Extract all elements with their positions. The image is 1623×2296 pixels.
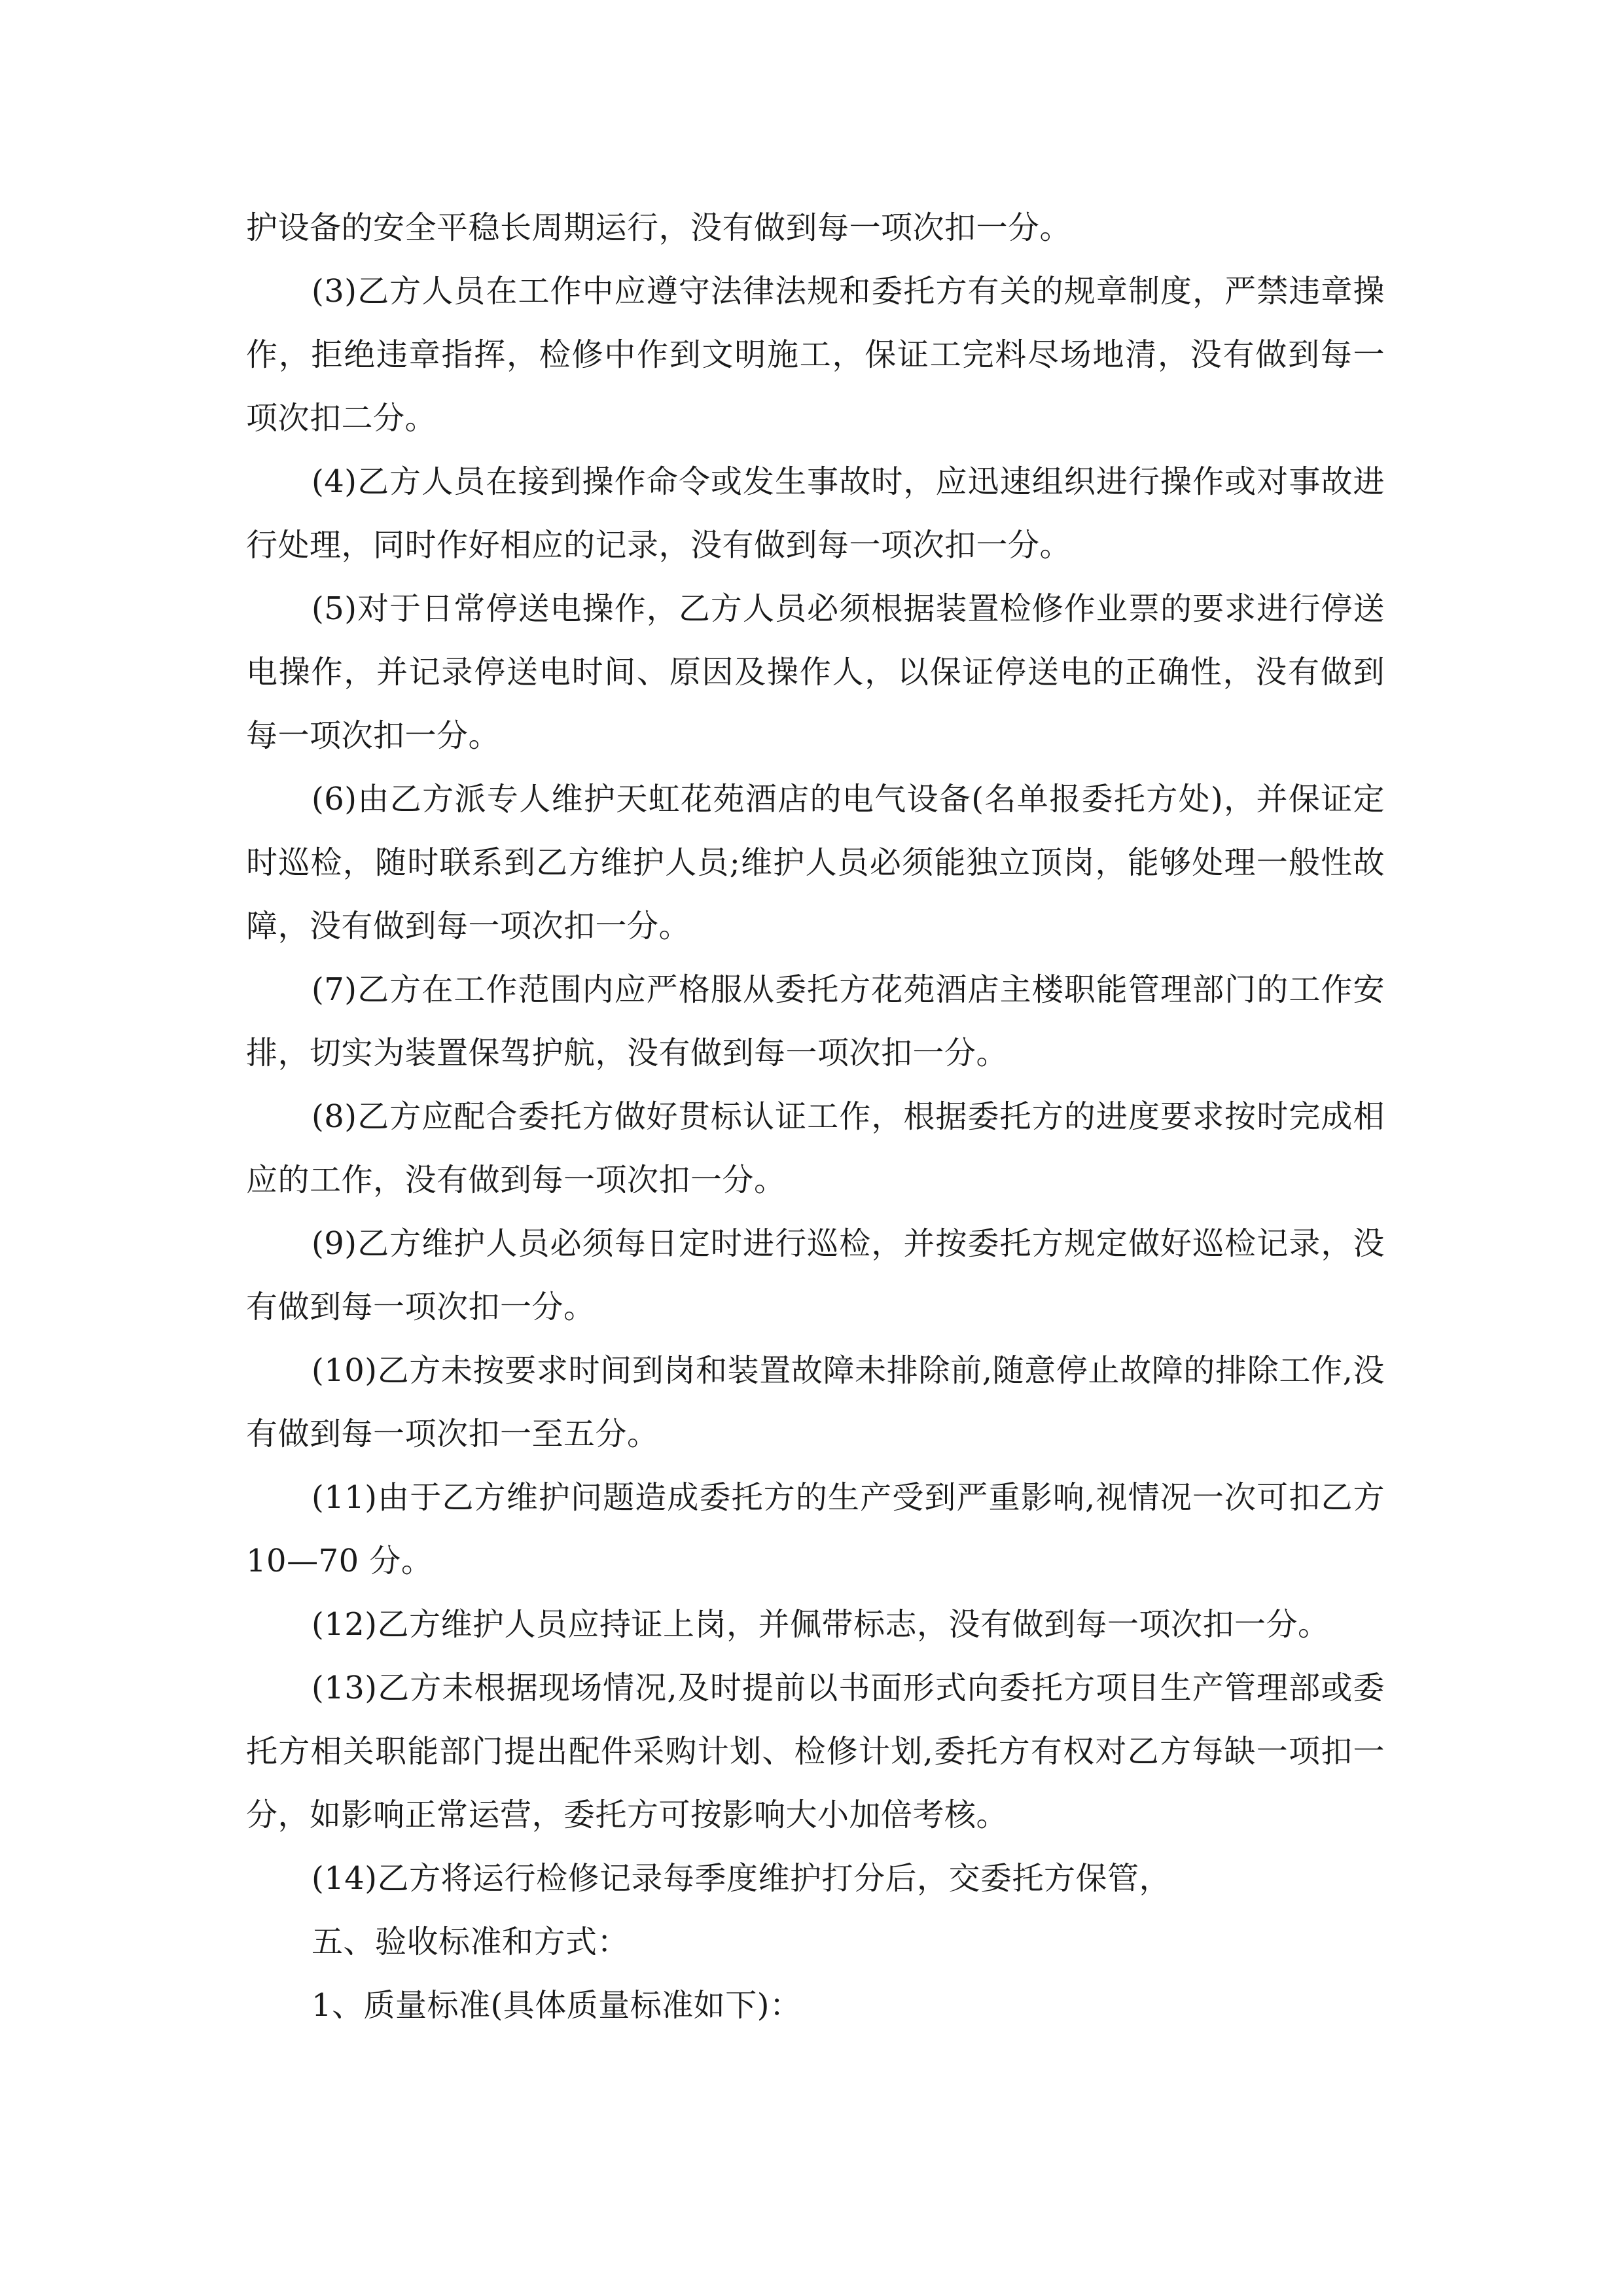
paragraph-item-3: (3)乙方人员在工作中应遵守法律法规和委托方有关的规章制度，严禁违章操作，拒绝违章指挥，检修中作到文明施工，保证工完料尽场地清，没有做到每一项次扣二分。	[246, 273, 1385, 437]
paragraph-item-7: (7)乙方在工作范围内应严格服从委托方花苑酒店主楼职能管理部门的工作安排，切实为装置保驾护航，没有做到每一项次扣一分。	[246, 971, 1385, 1071]
paragraph-continuation: 护设备的安全平稳长周期运行，没有做到每一项次扣一分。	[246, 209, 1072, 246]
paragraph-item-9: (9)乙方维护人员必须每日定时进行巡检，并按委托方规定做好巡检记录，没有做到每一项次扣一分。	[246, 1225, 1385, 1325]
paragraph-item-14: (14)乙方将运行检修记录每季度维护打分后，交委托方保管，	[312, 1860, 1171, 1897]
paragraph-item-10: (10)乙方未按要求时间到岗和装置故障未排除前,随意停止故障的排除工作,没有做到每一项次扣一至五分。	[246, 1352, 1385, 1452]
document-body	[246, 196, 1385, 2037]
paragraph-item-11: (11)由于乙方维护问题造成委托方的生产受到严重影响,视情况一次可扣乙方 10—70 分。	[246, 1479, 1385, 1579]
paragraph-item-8: (8)乙方应配合委托方做好贯标认证工作，根据委托方的进度要求按时完成相应的工作，没有做到每一项次扣一分。	[246, 1098, 1385, 1198]
paragraph-item-5: (5)对于日常停送电操作，乙方人员必须根据装置检修作业票的要求进行停送电操作，并记录停送电时间、原因及操作人，以保证停送电的正确性，没有做到每一项次扣一分。	[246, 590, 1385, 754]
paragraph-item-6: (6)由乙方派专人维护天虹花苑酒店的电气设备(名单报委托方处)，并保证定时巡检，随时联系到乙方维护人员;维护人员必须能独立顶岗，能够处理一般性故障，没有做到每一项次扣一分。	[246, 781, 1385, 944]
paragraph-item-13: (13)乙方未根据现场情况,及时提前以书面形式向委托方项目生产管理部或委托方相关职能部门提出配件采购计划、检修计划,委托方有权对乙方每缺一项扣一分，如影响正常运营，委托方可按影响大小加倍考核。	[246, 1670, 1385, 1833]
section-heading-acceptance: 五、验收标准和方式：	[312, 1924, 630, 1960]
paragraph-item-12: (12)乙方维护人员应持证上岗，并佩带标志，没有做到每一项次扣一分。	[312, 1606, 1330, 1643]
paragraph-item-4: (4)乙方人员在接到操作命令或发生事故时，应迅速组织进行操作或对事故进行处理，同时作好相应的记录，没有做到每一项次扣一分。	[246, 463, 1385, 564]
subsection-heading-quality: 1、质量标准(具体质量标准如下)：	[312, 1987, 802, 2024]
